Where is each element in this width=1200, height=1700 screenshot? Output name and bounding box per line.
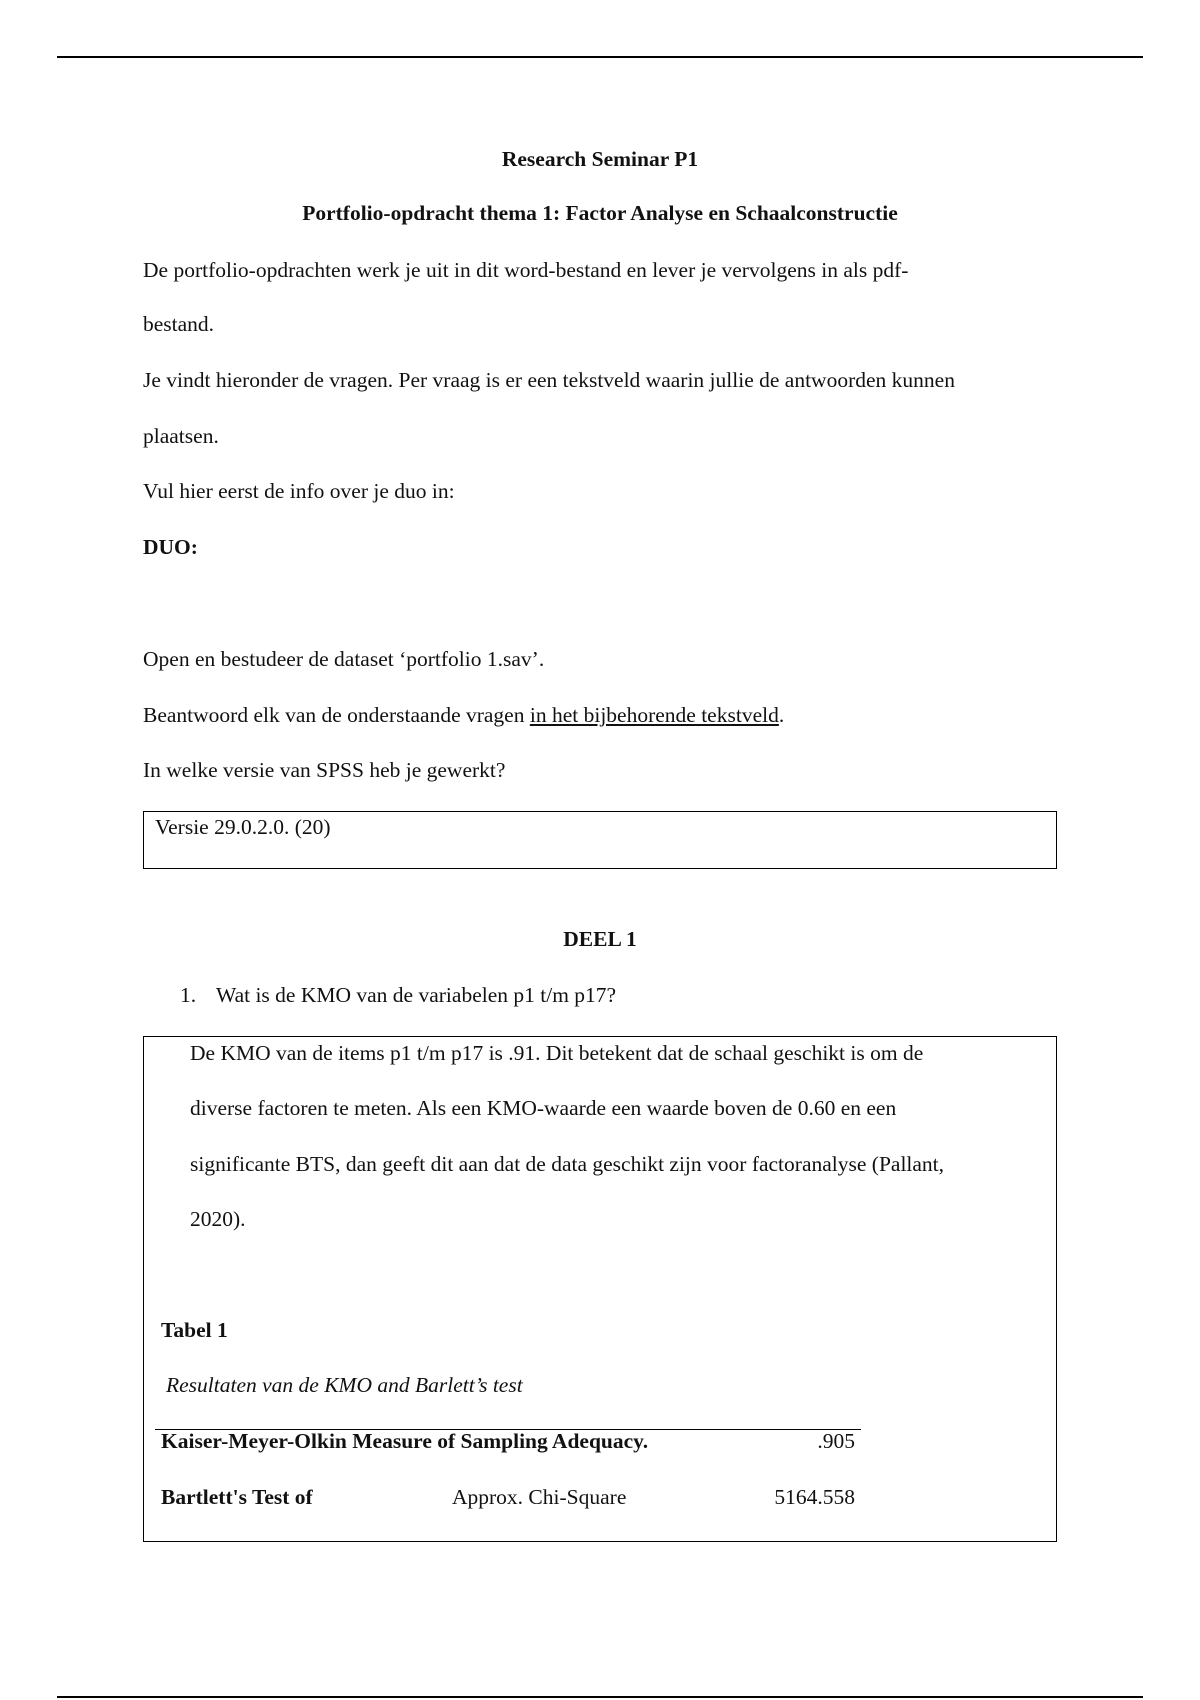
- spss-question: In welke versie van SPSS heb je gewerkt?: [143, 758, 506, 782]
- table-bartlett-value: 5164.558: [774, 1485, 855, 1509]
- table-kmo-label: Kaiser-Meyer-Olkin Measure of Sampling Adequacy.: [161, 1429, 649, 1453]
- open-dataset-instruction: Open en bestudeer de dataset ‘portfolio 1.sav’.: [143, 647, 545, 671]
- intro-line-3: Je vindt hieronder de vragen. Per vraag is er een tekstveld waarin jullie de antwoorden kunnen: [143, 368, 955, 392]
- spss-answer-field[interactable]: [143, 811, 1057, 869]
- document-title: Research Seminar P1: [501, 147, 699, 171]
- answer-line-2: diverse factoren te meten. Als een KMO-waarde een waarde boven de 0.60 en een: [190, 1096, 897, 1120]
- question-1-answer-field[interactable]: [143, 1036, 1057, 1542]
- part1-heading: DEEL 1: [563, 927, 637, 951]
- answer-line-1: De KMO van de items p1 t/m p17 is .91. Dit betekent dat de schaal geschikt is om de: [190, 1041, 924, 1065]
- table-bartlett-stat: Approx. Chi-Square: [452, 1485, 627, 1509]
- answer-line-4: 2020).: [190, 1207, 246, 1231]
- intro-line-2: bestand.: [143, 312, 215, 336]
- intro-line-4: plaatsen.: [143, 424, 219, 448]
- answer-instruction-underlined: in het bijbehorende tekstveld: [529, 703, 779, 727]
- duo-label: DUO:: [143, 535, 198, 559]
- page-top-rule: [57, 56, 1143, 58]
- table-bartlett-label: Bartlett's Test of: [161, 1485, 313, 1509]
- table-kmo-value: .905: [817, 1429, 855, 1453]
- table-label: Tabel 1: [161, 1318, 228, 1342]
- table-caption: Resultaten van de KMO and Barlett’s test: [166, 1373, 523, 1397]
- answer-instruction: [143, 702, 784, 728]
- answer-instruction-suffix: .: [778, 703, 785, 727]
- intro-line-1: De portfolio-opdrachten werk je uit in dit word-bestand en lever je vervolgens in als pdf-: [143, 258, 909, 282]
- answer-instruction-prefix: Beantwoord elk van de onderstaande vragen: [143, 703, 530, 727]
- answer-line-3: significante BTS, dan geeft dit aan dat de data geschikt zijn voor factoranalyse (Pallant,: [190, 1152, 945, 1176]
- intro-line-5: Vul hier eerst de info over je duo in:: [143, 479, 455, 503]
- question-1-text: Wat is de KMO van de variabelen p1 t/m p17?: [216, 983, 617, 1007]
- spss-answer-text: Versie 29.0.2.0. (20): [155, 815, 331, 839]
- page-bottom-rule: [57, 1696, 1143, 1698]
- document-subtitle: Portfolio-opdracht thema 1: Factor Analyse en Schaalconstructie: [302, 201, 898, 225]
- question-1-number: 1.: [180, 983, 197, 1007]
